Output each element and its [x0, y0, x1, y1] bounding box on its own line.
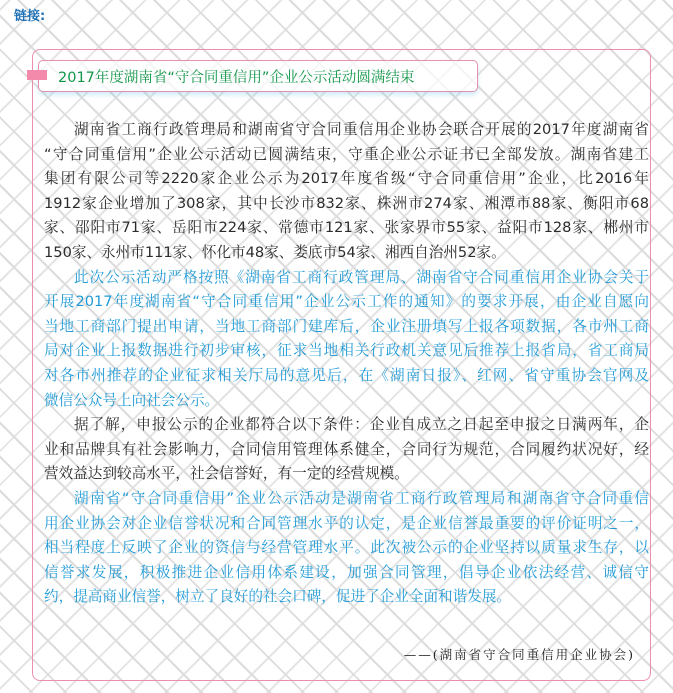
paragraph-line: 150家、永州市111家、怀化市48家、娄底市54家、湘西自治州52家。: [44, 243, 506, 261]
paragraph-line: 集团有限公司等2220家企业公示为2017年度省级“守合同重信用”企业，比2016年: [44, 170, 649, 188]
paragraph: [44, 487, 649, 610]
paragraph-line: 营效益达到较高水平，社会信誉好，有一定的经营规模。: [44, 465, 409, 483]
paragraph-line: “守合同重信用”企业公示活动已圆满结束，守重企业公示证书已全部发放。湖南省建工: [44, 145, 649, 163]
paragraph-line: 对各市州推荐的企业征求相关厅局的意见后，在《湖南日报》、红网、省守重协会官网及: [44, 366, 649, 384]
paragraph-line: 此次公示活动严格按照《湖南省工商行政管理局、湖南省守合同重信用企业协会关于: [74, 268, 649, 286]
paragraph-line: 当地工商部门提出申请，当地工商部门建库后，企业注册填写上报各项数据，各市州工商: [44, 317, 649, 335]
paragraph-line: 开展2017年度湖南省“守合同重信用”企业公示工作的通知》的要求开展，由企业自愿向: [44, 293, 649, 311]
paragraph-line: 约，提高商业信誉，树立了良好的社会口碑，促进了企业全面和谐发展。: [44, 588, 512, 606]
paragraph: [44, 413, 649, 487]
article-body: [44, 118, 649, 610]
paragraph-line: 1912家企业增加了308家，其中长沙市832家、株洲市274家、湘潭市88家、衡阳市68: [44, 194, 649, 212]
paragraph-line: 信誉求发展，积极推进企业信用体系建设，加强合同管理，倡导企业依法经营、诚信守: [44, 563, 649, 581]
paragraph: [44, 118, 649, 266]
link-label: 链接:: [14, 9, 46, 24]
paragraph-line: 业和品牌具有社会影响力，合同信用管理体系健全，合同行为规范，合同履约状况好，经: [44, 440, 649, 458]
paragraph: [44, 266, 649, 414]
paragraph-line: 相当程度上反映了企业的资信与经营管理水平。此次被公示的企业坚持以质量求生存，以: [44, 539, 649, 557]
paragraph-line: 家、邵阳市71家、岳阳市224家、常德市121家、张家界市55家、益阳市128家、郴州市: [44, 219, 649, 237]
paragraph-line: 微信公众号上向社会公示。: [44, 391, 220, 409]
paragraph-line: 用企业协会对企业信誉状况和合同管理水平的认定，是企业信誉最重要的评价证明之一，: [44, 514, 649, 532]
signature: ——(湖南省守合同重信用企业协会): [403, 647, 635, 662]
paragraph-line: 湖南省工商行政管理局和湖南省守合同重信用企业协会联合开展的2017年度湖南省: [74, 121, 649, 138]
paragraph-line: 据了解，申报公示的企业都符合以下条件：企业自成立之日起至申报之日满两年，企: [74, 416, 649, 434]
paragraph-line: 局对企业上报数据进行初步审核，征求当地相关行政机关意见后推荐上报省局，省工商局: [44, 342, 649, 360]
article-title: 2017年度湖南省“守合同重信用”企业公示活动圆满结束: [58, 70, 415, 86]
title-marker: [27, 70, 47, 80]
paragraph-line: 湖南省“守合同重信用”企业公示活动是湖南省工商行政管理局和湖南省守合同重信: [74, 489, 649, 507]
